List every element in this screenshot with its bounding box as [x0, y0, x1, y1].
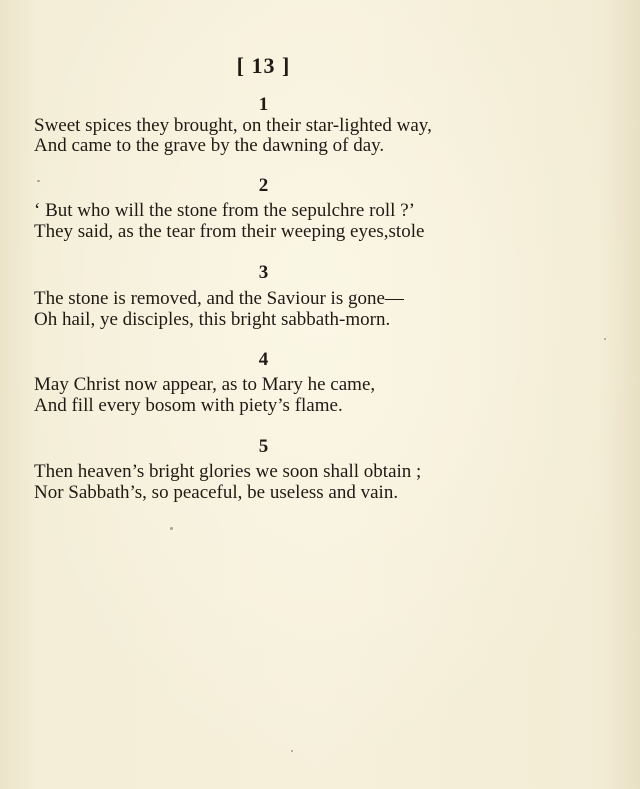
page-number: [ 13 ]	[236, 53, 291, 78]
stanza-number: 1	[258, 94, 269, 115]
ink-speck	[37, 180, 40, 182]
ink-speck	[291, 750, 293, 752]
stanza-number: 2	[258, 175, 269, 196]
verse-line: Oh hail, ye disciples, this bright sabbath-morn.	[34, 309, 391, 330]
stanza-number: 4	[258, 349, 269, 370]
verse-line: Sweet spices they brought, on their star-lighted way,	[34, 115, 432, 136]
verse-line: The stone is removed, and the Saviour is gone—	[34, 288, 404, 309]
verse-line: Nor Sabbath’s, so peaceful, be useless and vain.	[34, 482, 399, 503]
verse-line: And came to the grave by the dawning of day.	[34, 135, 385, 156]
stanza-number: 5	[258, 436, 269, 457]
verse-line: May Christ now appear, as to Mary he came,	[34, 374, 376, 395]
verse-line: And fill every bosom with piety’s flame.	[34, 395, 343, 416]
verse-line: They said, as the tear from their weeping eyes,stole	[34, 221, 425, 242]
verse-line: ‘ But who will the stone from the sepulchre roll ?’	[34, 200, 415, 221]
stanza-number: 3	[258, 262, 269, 283]
ink-speck	[170, 527, 173, 530]
verse-line: Then heaven’s bright glories we soon shall obtain ;	[34, 461, 422, 482]
ink-speck	[604, 338, 606, 340]
